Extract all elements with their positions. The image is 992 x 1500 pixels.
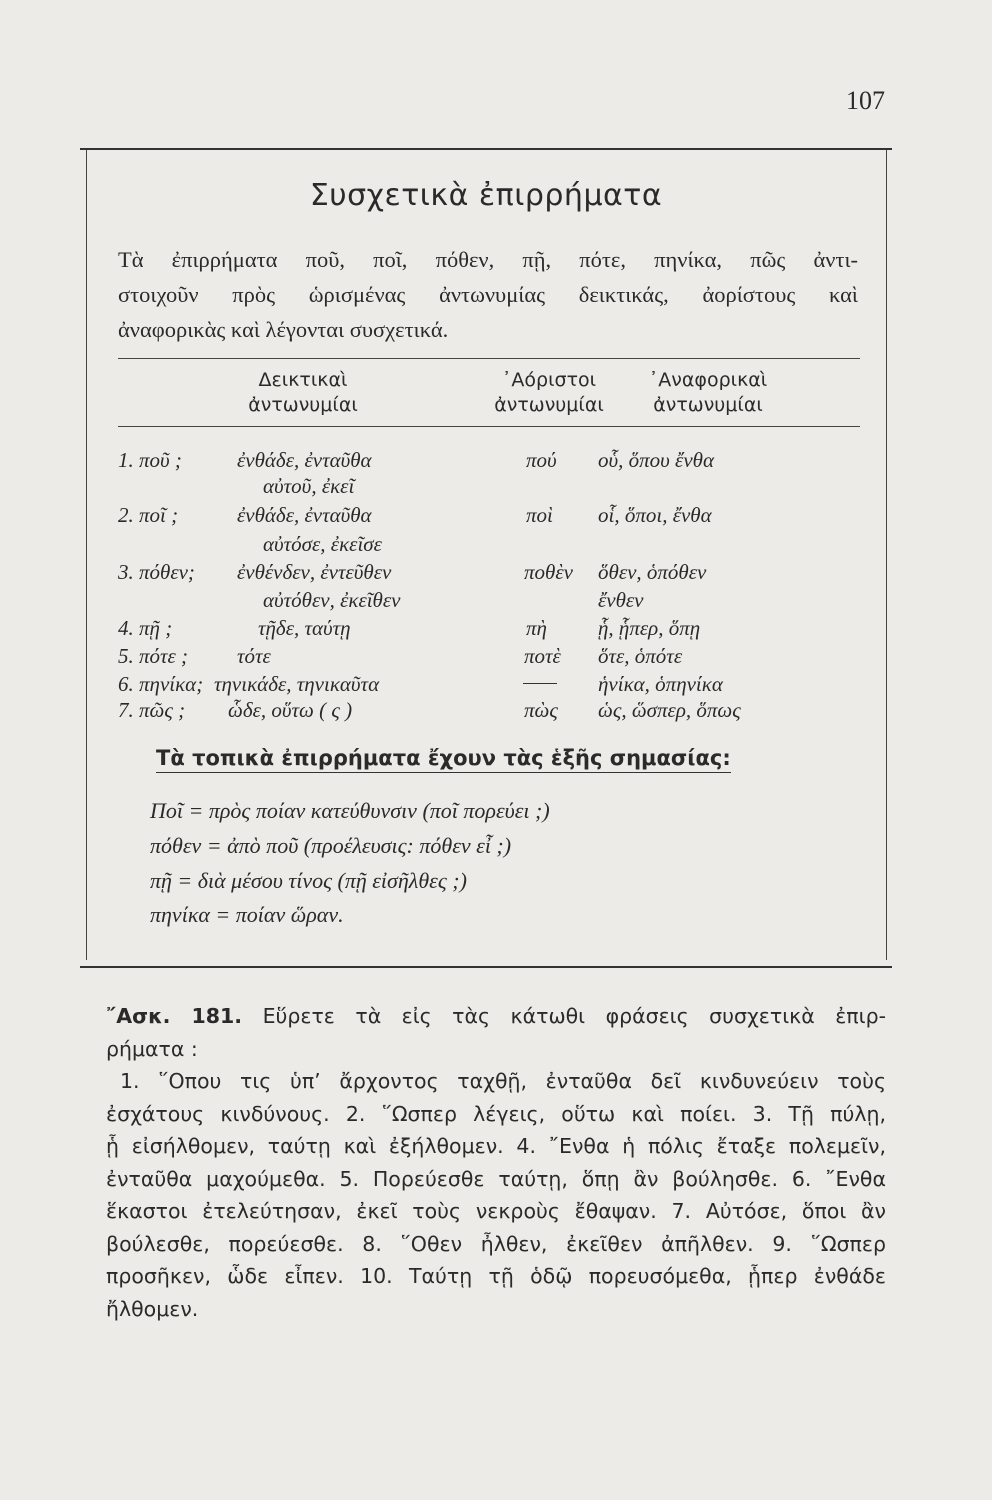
table-header-rule bbox=[118, 426, 860, 427]
table-cell: ἐνθάδε, ἐνταῦθα bbox=[237, 503, 372, 527]
table-cell: ὧδε, οὕτω ( ς ) bbox=[228, 698, 353, 722]
header-demonstrative bbox=[228, 368, 378, 418]
header-line: ἀντωνυμίαι bbox=[494, 394, 604, 416]
intro-line: στοιχοῦν πρὸς ὡρισμένας ἀντωνυμίας δεικτικάς, ἀορίστους καὶ bbox=[118, 282, 858, 307]
table-cell: ὡς, ὥσπερ, ὅπως bbox=[598, 698, 741, 722]
header-line: ἀντωνυμίαι bbox=[653, 394, 763, 416]
exercise-line bbox=[106, 1000, 886, 1033]
header-line: ᾿Αναφορικαὶ bbox=[648, 369, 768, 391]
exercise-block bbox=[106, 1000, 886, 1325]
table-cell: ποτὲ bbox=[524, 644, 561, 668]
intro-line: ἀναφορικὰς καὶ λέγονται συσχετικά. bbox=[118, 317, 449, 342]
table-cell: 4. πῇ ; bbox=[118, 616, 173, 640]
exercise-text: Εὕρετε τὰ εἰς τὰς κάτωθι φράσεις συσχετικὰ ἐπιρ- bbox=[262, 1004, 886, 1028]
definition-line: Ποῖ = πρὸς ποίαν κατεύθυνσιν (ποῖ πορεύει ;) bbox=[150, 798, 550, 823]
table-cell: ᾗ, ᾗπερ, ὅπῃ bbox=[598, 616, 701, 640]
header-relative bbox=[628, 368, 788, 418]
box-title: Συσχετικὰ ἐπιρρήματα bbox=[309, 178, 663, 213]
header-line: ᾿Αόριστοι bbox=[501, 369, 597, 391]
exercise-line: βούλεσθε, πορεύεσθε. 8. ῞Οθεν ἦλθεν, ἐκεῖθεν ἀπῆλθεν. 9. ῞Ωσπερ bbox=[106, 1231, 886, 1256]
table-cell: αὐτοῦ, ἐκεῖ bbox=[263, 474, 355, 498]
table-cell: πὴ bbox=[526, 616, 547, 640]
table-cell: ἔνθεν bbox=[598, 588, 644, 612]
table-cell: 6. πηνίκα; bbox=[118, 672, 204, 696]
definition-line: πόθεν = ἀπὸ ποῦ (προέλευσις: πόθεν εἶ ;) bbox=[150, 833, 512, 858]
section-subtitle: Τὰ τοπικὰ ἐπιρρήματα ἔχουν τὰς ἑξῆς σημασίας: bbox=[156, 746, 731, 773]
exercise-line: 1. ῞Οπου τις ὑπ’ ἄρχοντος ταχθῇ, ἐνταῦθα δεῖ κινδυνεύειν τοὺς bbox=[120, 1069, 886, 1093]
exercise-line: ἐνταῦθα μαχούμεθα. 5. Πορεύεσθε ταύτῃ, ὅπῃ ἂν βούλησθε. 6. ῎Ενθα bbox=[106, 1166, 886, 1191]
table-top-rule bbox=[118, 358, 860, 359]
table-cell: οὗ, ὅπου ἔνθα bbox=[598, 448, 714, 472]
table-cell: αὐτόσε, ἐκεῖσε bbox=[263, 532, 382, 556]
table-cell: ποὶ bbox=[526, 503, 553, 527]
header-line: Δεικτικαὶ bbox=[258, 369, 348, 391]
table-cell: πὼς bbox=[524, 698, 558, 722]
exercise-line: ἤλθομεν. bbox=[106, 1296, 199, 1321]
table-cell: 1. ποῦ ; bbox=[118, 448, 182, 472]
box-left-border bbox=[86, 150, 87, 960]
table-cell: 3. πόθεν; bbox=[118, 560, 195, 584]
table-cell: τῇδε, ταύτῃ bbox=[258, 616, 351, 640]
table-cell: 7. πῶς ; bbox=[118, 698, 186, 722]
exercise-label: ῎Ασκ. 181. bbox=[106, 1004, 243, 1028]
table-cell: 2. ποῖ ; bbox=[118, 503, 179, 527]
intro-line: Τὰ ἐπιρρήματα ποῦ, ποῖ, πόθεν, πῇ, πότε, πηνίκα, πῶς ἀντι- bbox=[118, 247, 858, 272]
definition-line: πῇ = διὰ μέσου τίνος (πῇ εἰσῆλθες ;) bbox=[150, 868, 467, 893]
box-right-border bbox=[886, 150, 887, 960]
table-cell: τηνικάδε, τηνικαῦτα bbox=[214, 672, 380, 696]
table-cell: ποθὲν bbox=[524, 560, 573, 584]
table-cell: οἷ, ὅποι, ἔνθα bbox=[598, 503, 712, 527]
exercise-line: προσῆκεν, ὧδε εἶπεν. 10. Ταύτῃ τῇ ὁδῷ πορευσόμεθα, ᾗπερ ἐνθάδε bbox=[106, 1264, 886, 1288]
table-cell: αὐτόθεν, ἐκεῖθεν bbox=[263, 588, 401, 612]
exercise-line: ἐσχάτους κινδύνους. 2. ῞Ωσπερ λέγεις, οὕτω καὶ ποίει. 3. Τῇ πύλῃ, bbox=[106, 1101, 886, 1126]
intro-paragraph bbox=[118, 242, 858, 347]
table-cell: τότε bbox=[237, 644, 271, 668]
table-cell: ἐνθάδε, ἐνταῦθα bbox=[237, 448, 372, 472]
table-cell: πού bbox=[526, 448, 557, 472]
header-line: ἀντωνυμίαι bbox=[248, 394, 358, 416]
page-number: 107 bbox=[846, 86, 885, 115]
table-cell: 5. πότε ; bbox=[118, 644, 189, 668]
table-cell: ὅτε, ὁπότε bbox=[598, 644, 683, 668]
table-cell: ἐνθένδεν, ἐντεῦθεν bbox=[237, 560, 392, 584]
header-indefinite bbox=[474, 368, 624, 418]
definition-line: πηνίκα = ποίαν ὥραν. bbox=[150, 902, 344, 927]
exercise-line: ᾗ εἰσήλθομεν, ταύτῃ καὶ ἐξήλθομεν. 4. ῎Ενθα ἡ πόλις ἔταξε πολεμεῖν, bbox=[106, 1134, 886, 1158]
exercise-line: ρήματα : bbox=[106, 1036, 198, 1061]
table-cell: ἡνίκα, ὁπηνίκα bbox=[598, 672, 723, 696]
table-cell: ὅθεν, ὁπόθεν bbox=[598, 560, 707, 584]
exercise-line: ἕκαστοι ἐτελεύτησαν, ἐκεῖ τοὺς νεκροὺς ἔθαψαν. 7. Αὐτόσε, ὅποι ἂν bbox=[106, 1199, 886, 1223]
empty-cell-dash bbox=[523, 683, 557, 684]
